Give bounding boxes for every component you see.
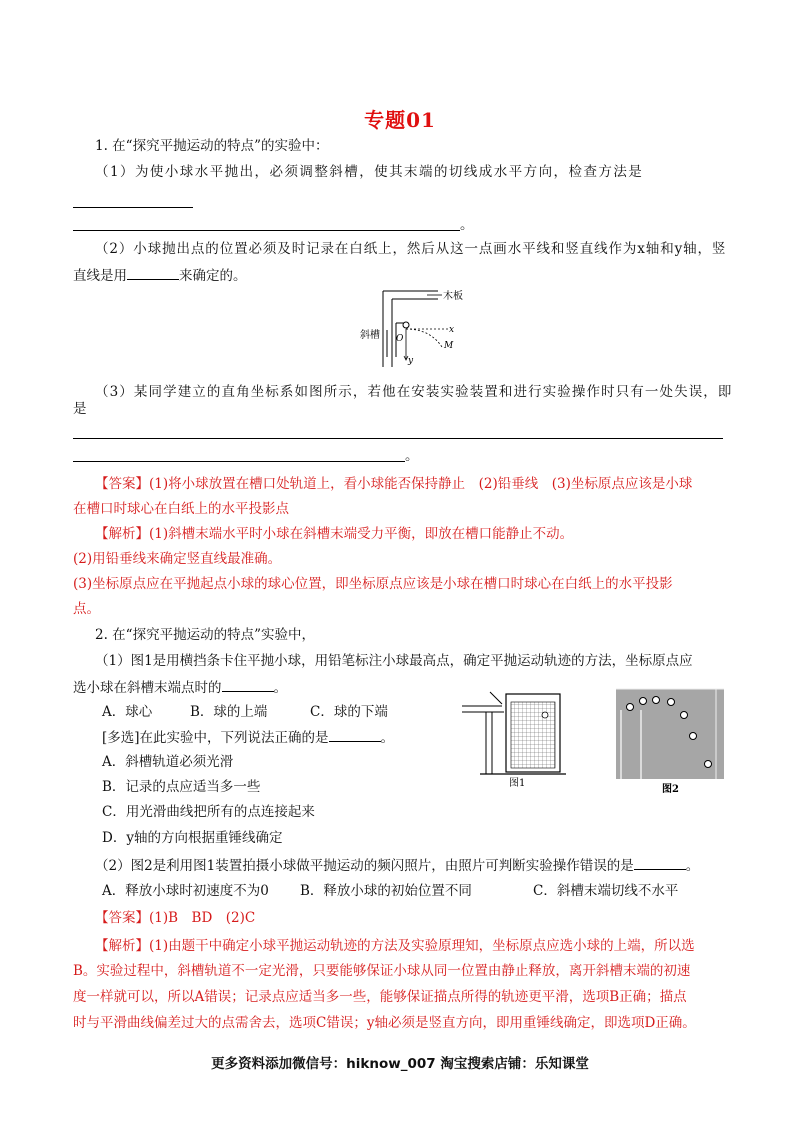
q2-figure1 (462, 688, 582, 788)
q2-analysis-line4: 时与平滑曲线偏差过大的点需舍去，选项C错误；y轴必须是竖直方向，即用重锤线确定，即选项D正确。 (73, 1015, 696, 1031)
flash-ball-6 (690, 733, 697, 740)
q2-multi-end: 。 (380, 730, 395, 746)
point-m-label: M (444, 341, 454, 351)
q1-analysis-line3: (3)坐标原点应在平抛起点小球的球心位置，即坐标原点应该是小球在槽口时球心在白纸上的水平投影 (73, 576, 673, 592)
flash-ball-4 (668, 699, 675, 706)
flash-ball-5 (681, 712, 688, 719)
figure1-label: 图1 (509, 778, 526, 788)
y-axis-label: y (408, 356, 414, 366)
q1-apparatus-figure (360, 285, 480, 370)
q2-part2-line (95, 856, 699, 875)
q2-options2-c: C．用光滑曲线把所有的点连接起来 (102, 804, 315, 820)
chute-incline (490, 692, 502, 704)
page-footer: 更多资料添加微信号：hiknow_007 淘宝搜索店铺：乐知课堂 (211, 1056, 589, 1072)
q2-analysis-line1 (95, 937, 695, 955)
figure2-label: 图2 (662, 784, 679, 795)
q2-options3-a: A．释放小球时初速度不为0 (102, 883, 269, 899)
flash-ball-3 (653, 697, 660, 704)
q2-part1-line2 (73, 678, 287, 697)
q2-part1-blank (222, 678, 274, 692)
trajectory-curve (406, 329, 442, 347)
q1-answer-text1: (1)将小球放置在槽口处轨道上，看小球能否保持静止 (2)铅垂线 (3)坐标原点应该是小球 (149, 476, 693, 492)
q2-analysis-text1: (1)由题干中确定小球平抛运动轨迹的方法及实验原理知，坐标原点应选小球的上端，所以选 (149, 938, 695, 954)
q2-part1-end: 。 (273, 680, 287, 696)
q1-part1-blank-line1 (73, 207, 193, 208)
q1-part2-prefix: 直线是用 (73, 268, 127, 284)
q1-part1-end: 。 (460, 217, 474, 233)
q2-analysis-line2: B。实验过程中，斜槽轨道不一定光滑，只要能够保证小球从同一位置由静止释放，离开斜槽末端的初速 (73, 963, 691, 979)
q1-part2-blank (127, 266, 179, 280)
q2-part2-blank (634, 856, 686, 870)
q1-part2-text: （2）小球抛出点的位置必须及时记录在白纸上，然后从这一点画水平线和竖直线作为x轴和y轴，竖 (95, 241, 727, 257)
chute-label: 斜槽 (360, 330, 380, 341)
q2-answer-tag: 【答案】 (95, 910, 149, 926)
q2-answer-text: (1)B BD (2)C (149, 910, 256, 926)
paper-grid (511, 702, 555, 768)
q1-part3-end: 。 (405, 448, 419, 464)
q2-options3-c: C．斜槽末端切线不水平 (533, 883, 679, 899)
q2-multi-blank (329, 728, 381, 742)
q1-part2-suffix: 来确定的。 (179, 268, 247, 284)
q2-part2-text: （2）图2是利用图1装置拍摄小球做平抛运动的频闪照片，由照片可判断实验操作错误的是 (95, 858, 634, 874)
flash-ball-7 (705, 761, 712, 768)
origin-label: O (396, 334, 404, 344)
q2-analysis-tag: 【解析】 (95, 938, 149, 954)
q1-analysis-text1: (1)斜槽末端水平时小球在斜槽末端受力平衡，即放在槽口能静止不动。 (149, 526, 574, 542)
x-axis-label: x (449, 325, 455, 335)
q2-multi-text: [多选]在此实验中，下列说法正确的是 (102, 730, 329, 746)
q2-figure2 (616, 688, 726, 798)
q2-options2-a: A．斜槽轨道必须光滑 (102, 754, 234, 770)
page-title: 专题01 (364, 108, 436, 132)
q1-stem: 1. 在“探究平抛运动的特点”的实验中： (95, 138, 329, 154)
q2-options3-b: B．释放小球的初始位置不同 (300, 883, 472, 899)
flash-ball-1 (627, 704, 634, 711)
q1-part1-blank-line2 (73, 230, 460, 231)
board-label: 木板 (443, 291, 463, 302)
q1-analysis-line1 (95, 525, 573, 543)
q1-answer-tag: 【答案】 (95, 476, 149, 492)
q2-options1-a: A．球心 (102, 704, 153, 720)
q2-multi-line (102, 728, 394, 747)
q2-analysis-line3: 度一样就可以，所以A错误；记录点应适当多一些，能够保证描点所得的轨迹更平滑，选项B正确；描点 (73, 989, 687, 1005)
q1-part2-line2 (73, 266, 247, 285)
q2-options2-b: B．记录的点应适当多一些 (102, 779, 261, 795)
q1-analysis-line2: (2)用铅垂线来确定竖直线最准确。 (73, 551, 282, 567)
flash-ball-2 (640, 698, 647, 705)
q2-options2-d: D．y轴的方向根据重锤线确定 (102, 830, 283, 846)
q1-part3-text: （3）某同学建立的直角坐标系如图所示，若他在安装实验装置和进行实验操作时只有一处失误，即 (95, 384, 733, 400)
q2-answer-line (95, 909, 255, 927)
q2-stem: 2. 在“探究平抛运动的特点”实验中， (95, 627, 315, 643)
q1-part3-prefix: 是 (73, 401, 87, 417)
q1-part3-blank-line1 (73, 438, 723, 439)
q2-part2-end: 。 (685, 858, 700, 874)
q1-answer-line1 (95, 475, 692, 493)
ball (403, 322, 409, 328)
q2-part1-prefix: 选小球在斜槽末端点时的 (73, 680, 222, 696)
q1-analysis-tag: 【解析】 (95, 526, 149, 542)
q2-options1-b: B．球的上端 (190, 704, 268, 720)
q1-answer-line2: 在槽口时球心在白纸上的水平投影点 (73, 501, 289, 517)
q1-analysis-line4: 点。 (73, 601, 100, 617)
ball (542, 712, 548, 718)
q1-part3-blank-line2 (73, 461, 405, 462)
q1-part1-text: （1）为使小球水平抛出，必须调整斜槽，使其末端的切线成水平方向，检查方法是 (95, 164, 644, 180)
q2-options1-c: C．球的下端 (310, 704, 388, 720)
q2-part1-text: （1）图1是用横挡条卡住平抛小球，用铅笔标注小球最高点，确定平抛运动轨迹的方法，坐标原点应 (95, 653, 693, 669)
